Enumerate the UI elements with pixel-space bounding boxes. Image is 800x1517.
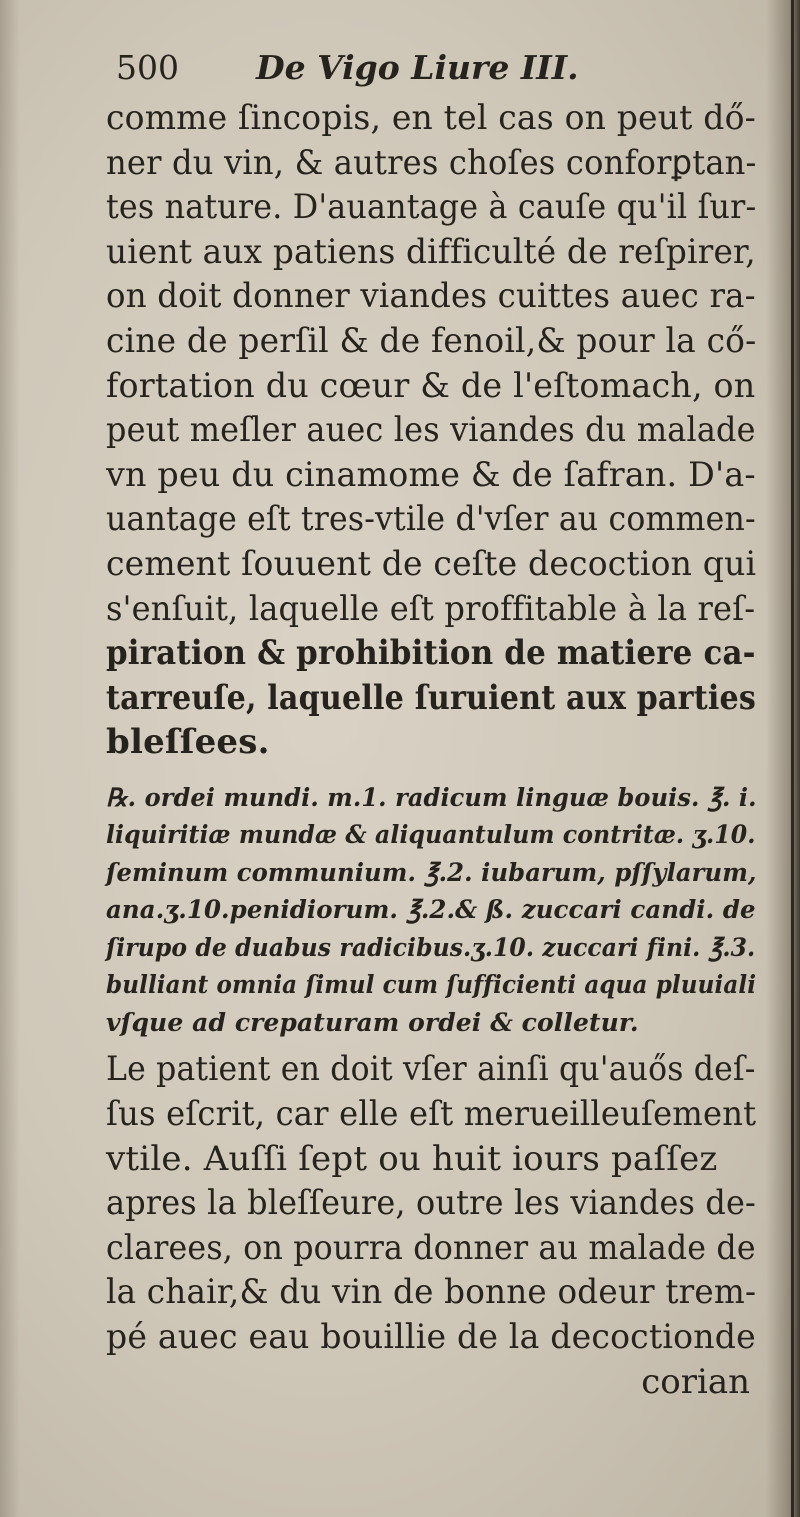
text-line: on doit donner viandes cuittes auec ra- (106, 276, 756, 317)
catchword: corian (641, 1361, 750, 1402)
text-line: peut meſler auec les viandes du malade (106, 410, 756, 451)
paragraph-2 (106, 1047, 756, 1359)
text-line: apres la bleſſeure, outre les viandes de- (106, 1183, 757, 1224)
text-line: s'enſuit, laquelle eſt proffitable à la reſ- (106, 588, 756, 629)
text-line: tarreuſe, laquelle ſuruient aux parties (106, 677, 756, 718)
page-number: 500 (116, 48, 179, 87)
recipe-line: liquiritiæ mundæ & aliquantulum contritæ. ʒ.10. (106, 820, 756, 850)
text-line: la chair,& du vin de bonne odeur trem- (106, 1272, 757, 1313)
recipe-line: vſque ad crepaturam ordei & colletur. (106, 1007, 639, 1037)
page-edge-shadow (766, 0, 800, 1517)
text-line: bleſſees. (106, 722, 270, 763)
text-line: clarees, on pourra donner au malade de (106, 1227, 756, 1268)
running-head (116, 40, 756, 96)
gutter-shadow (0, 0, 20, 1517)
recipe-line: bulliant omnia ſimul cum ſufficienti aqua pluuiali (106, 970, 757, 1000)
page-edge-line (791, 0, 794, 1517)
text-line: piration & prohibition de matiere ca- (106, 633, 756, 674)
text-line: ner du vin, & autres choſes conforꝑtan- (106, 142, 757, 183)
recipe-line: ana.ʒ.10.penidiorum. ℥.2.& ß. zuccari candi. de (106, 895, 756, 925)
text-block (106, 40, 756, 1404)
text-line: vtile. Auſſi ſept ou huit iours paſſez (106, 1138, 718, 1179)
recipe-block (106, 779, 756, 1042)
text-line: cement ſouuent de ceſte decoction qui (106, 543, 757, 584)
text-line: ſus eſcrit, car elle eſt merueilleuſement (106, 1094, 757, 1134)
text-line: fortation du cœur & de l'eſtomach, on (106, 365, 756, 406)
recipe-line: ſeminum communium. ℥.2. iubarum, pſſylarum, (106, 857, 757, 887)
recipe-line: ℞. ordei mundi. m.1. radicum linguæ bouis. ℥. i. (106, 782, 757, 812)
text-line: pé auec eau bouillie de la decoctionde (106, 1316, 756, 1357)
recipe-line: ſirupo de duabus radicibus.ʒ.10. zuccari fini. ℥.3. (106, 932, 756, 962)
text-line: uantage eſt tres-vtile d'vſer au commen- (106, 499, 756, 540)
text-line: cine de perſil & de fenoil,& pour la cő- (106, 320, 757, 361)
paragraph-1 (106, 96, 756, 765)
text-line: vn peu du cinamome & de ſafran. D'a- (106, 454, 756, 495)
running-title: De Vigo Liure III. (256, 48, 579, 87)
text-line: tes nature. D'auantage à cauſe qu'il ſur- (106, 187, 757, 228)
text-line: comme ſincopis, en tel cas on peut dő- (106, 98, 757, 138)
text-line: Le patient en doit vſer ainſi qu'auős deſ- (106, 1049, 756, 1090)
text-line: uient aux patiens difficulté de reſpirer, (106, 231, 756, 272)
